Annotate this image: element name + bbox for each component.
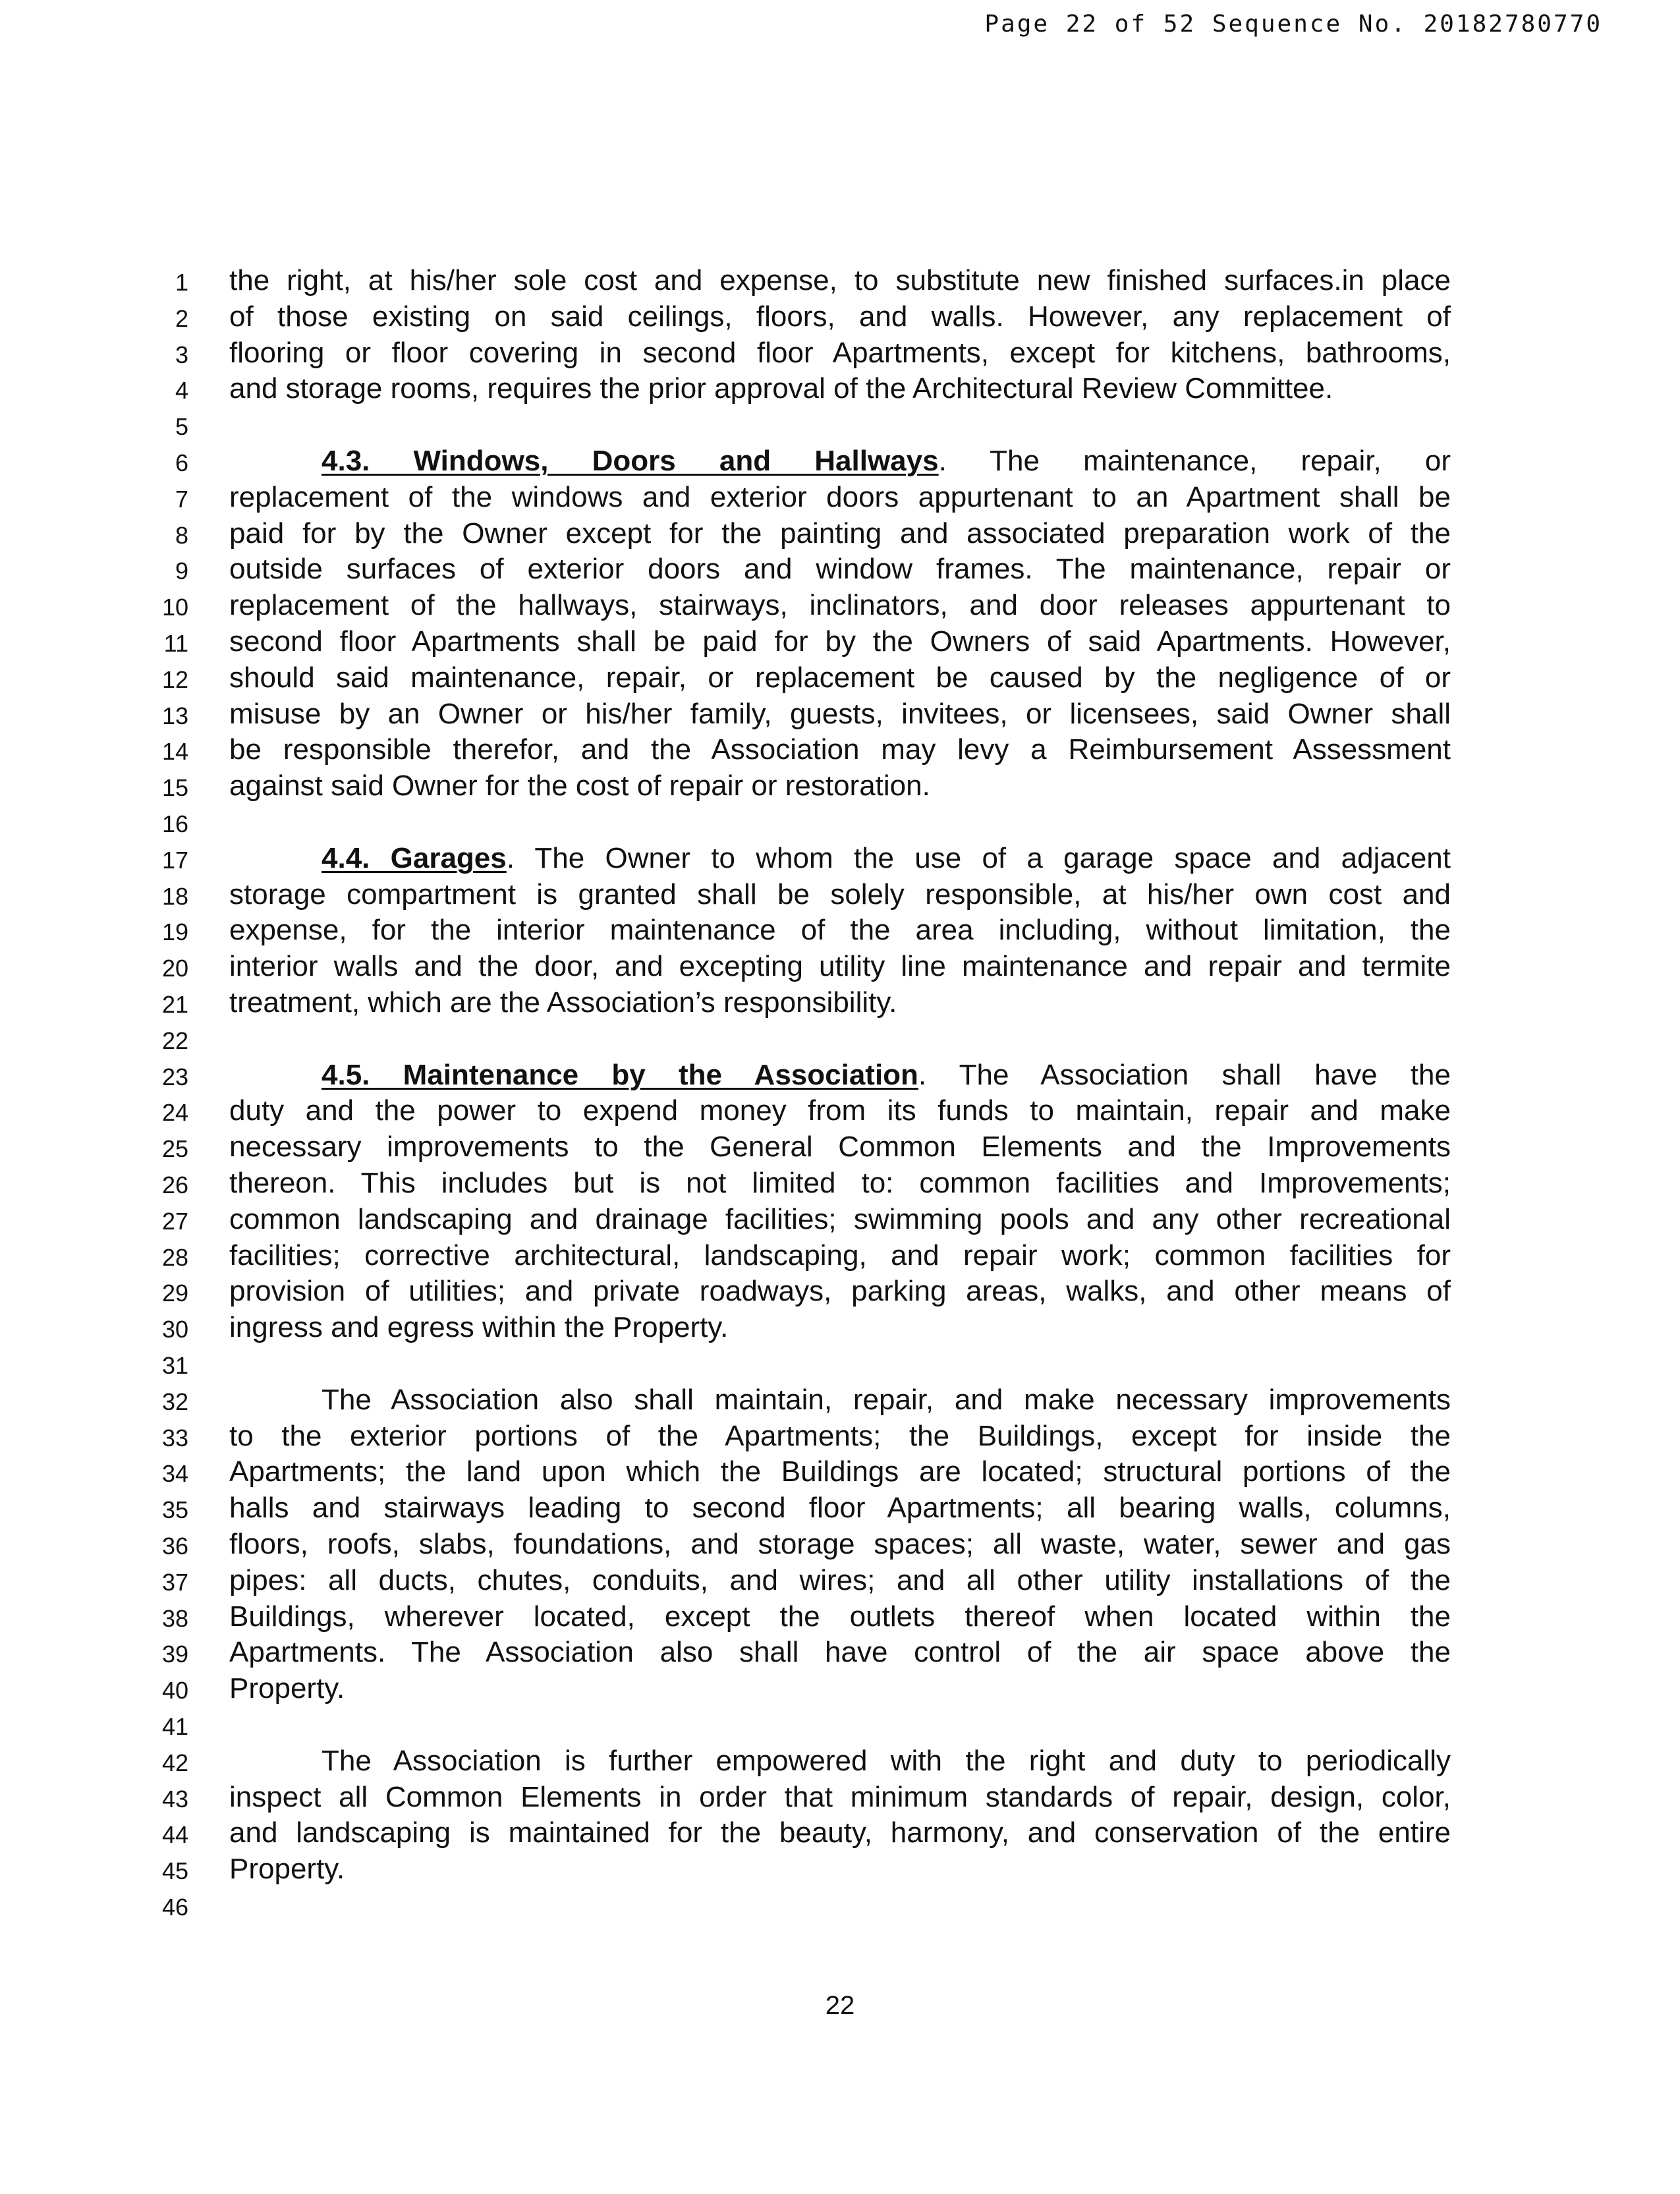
document-line [0, 1634, 1680, 1671]
section-heading-line [229, 1057, 1451, 1094]
line-text: outside surfaces of exterior doors and window frames. The maintenance, repair or [229, 553, 1451, 586]
line-text: interior walls and the door, and excepting utility line maintenance and repair and termite [229, 950, 1451, 983]
line-text: expense, for the interior maintenance of the area including, without limitation, the [229, 914, 1451, 947]
section-heading: 4.5. Maintenance by the Association [322, 1058, 918, 1091]
line-text: Property. [229, 1672, 345, 1705]
line-text: flooring or floor covering in second floor Apartments, except for kitchens, bathrooms, [229, 336, 1451, 369]
line-number: 8 [175, 521, 188, 549]
line-number: 21 [161, 991, 188, 1018]
line-number: 18 [161, 882, 188, 910]
line-number: 33 [161, 1424, 188, 1451]
line-number: 9 [175, 557, 188, 585]
document-line [0, 1309, 1680, 1346]
line-number: 28 [161, 1243, 188, 1271]
document-line [0, 262, 1680, 299]
line-text: ingress and egress within the Property. [229, 1311, 729, 1344]
line-text: replacement of the hallways, stairways, inclinators, and door releases appurtenant to [229, 589, 1451, 622]
line-number: 44 [161, 1821, 188, 1849]
document-line [0, 1201, 1680, 1238]
document-line [0, 1453, 1680, 1490]
line-text: be responsible therefor, and the Association may levy a Reimbursement Assessment [229, 733, 1451, 766]
line-text: common landscaping and drainage facilities; swimming pools and any other recreational [229, 1202, 1451, 1235]
line-number: 29 [161, 1280, 188, 1307]
line-text: duty and the power to expend money from its funds to maintain, repair and make [229, 1094, 1451, 1127]
document-line [0, 1851, 1680, 1888]
line-number: 31 [161, 1352, 188, 1379]
line-number: 17 [161, 846, 188, 874]
line-text: thereon. This includes but is not limited to: common facilities and Improvements; [229, 1167, 1451, 1199]
line-text: Buildings, wherever located, except the outlets thereof when located within the [229, 1600, 1451, 1633]
document-line [0, 1418, 1680, 1455]
document-line [0, 1237, 1680, 1274]
line-text: to the exterior portions of the Apartments; the Buildings, except for inside the [229, 1419, 1451, 1452]
line-text: pipes: all ducts, chutes, conduits, and wires; and all other utility installations of the [229, 1563, 1451, 1596]
document-line [0, 768, 1680, 804]
document-line [0, 1129, 1680, 1166]
document-line [0, 1562, 1680, 1599]
line-number: 22 [161, 1027, 188, 1054]
line-number: 38 [161, 1604, 188, 1632]
document-line [0, 1887, 1680, 1924]
document-line [0, 1706, 1680, 1743]
line-number: 4 [175, 377, 188, 405]
line-text: The Association is further empowered with the right and duty to periodically [322, 1744, 1451, 1777]
line-number: 46 [161, 1894, 188, 1921]
line-number: 41 [161, 1713, 188, 1740]
line-number: 2 [175, 304, 188, 332]
document-line [0, 407, 1680, 443]
document-line [0, 912, 1680, 949]
line-number: 1 [175, 269, 188, 296]
document-line [0, 298, 1680, 335]
document-line [0, 1598, 1680, 1635]
line-text: facilities; corrective architectural, landscaping, and repair work; common facilities for [229, 1239, 1451, 1272]
document-line [0, 948, 1680, 985]
document-line [0, 1382, 1680, 1419]
line-text: misuse by an Owner or his/her family, guests, invitees, or licensees, said Owner shall [229, 697, 1451, 730]
section-heading-line [229, 443, 1451, 480]
line-text: storage compartment is granted shall be solely responsible, at his/her own cost and [229, 878, 1451, 911]
document-line [0, 551, 1680, 588]
document-line [0, 443, 1680, 480]
line-number: 20 [161, 955, 188, 982]
line-text: inspect all Common Elements in order that minimum standards of repair, design, color, [229, 1780, 1451, 1813]
line-text: and storage rooms, requires the prior approval of the Architectural Review Committee. [229, 372, 1333, 405]
document-line [0, 876, 1680, 913]
document-line [0, 335, 1680, 372]
document-line [0, 1345, 1680, 1382]
line-text: treatment, which are the Association’s responsibility. [229, 986, 897, 1019]
document-line [0, 1779, 1680, 1816]
document-line [0, 1670, 1680, 1707]
line-number: 13 [161, 702, 188, 729]
document-line [0, 1021, 1680, 1057]
line-number: 34 [161, 1460, 188, 1488]
line-number: 12 [161, 665, 188, 693]
document-line [0, 370, 1680, 407]
page-sequence-header: Page 22 of 52 Sequence No. 20182780770 [984, 11, 1602, 38]
line-text: floors, roofs, slabs, foundations, and storage spaces; all waste, water, sewer and gas [229, 1528, 1451, 1560]
line-number: 11 [163, 630, 188, 657]
document-line [0, 731, 1680, 768]
document-line [0, 1526, 1680, 1563]
line-text: of those existing on said ceilings, floors, and walls. However, any replacement of [229, 300, 1451, 333]
document-line [0, 515, 1680, 552]
line-text: and landscaping is maintained for the beauty, harmony, and conservation of the entire [229, 1816, 1451, 1849]
document-line [0, 1057, 1680, 1094]
line-text: replacement of the windows and exterior doors appurtenant to an Apartment shall be [229, 480, 1451, 513]
line-number: 19 [161, 918, 188, 946]
line-number: 37 [161, 1568, 188, 1596]
document-line [0, 623, 1680, 660]
line-number: 25 [161, 1135, 188, 1163]
document-line [0, 479, 1680, 516]
document-line [0, 1092, 1680, 1129]
section-text: . The Association shall have the [918, 1058, 1451, 1091]
line-text: necessary improvements to the General Common Elements and the Improvements [229, 1131, 1451, 1164]
section-heading: 4.3. Windows, Doors and Hallways [322, 445, 939, 477]
line-number: 32 [161, 1388, 188, 1415]
document-line [0, 1814, 1680, 1851]
line-text: against said Owner for the cost of repair or restoration. [229, 770, 930, 802]
section-text: . The Owner to whom the use of a garage space and adjacent [506, 841, 1451, 874]
line-text: provision of utilities; and private roadways, parking areas, walks, and other means of [229, 1275, 1451, 1308]
line-number: 27 [161, 1207, 188, 1235]
line-number: 16 [161, 810, 188, 837]
line-number: 3 [175, 341, 188, 368]
line-number: 39 [161, 1641, 188, 1668]
document-line [0, 587, 1680, 624]
line-text: Property. [229, 1853, 345, 1886]
line-text: halls and stairways leading to second floor Apartments; all bearing walls, columns, [229, 1492, 1451, 1525]
section-text: . The maintenance, repair, or [938, 445, 1451, 477]
page-number: 22 [825, 1991, 855, 2020]
line-text: Apartments; the land upon which the Buildings are located; structural portions of the [229, 1455, 1451, 1488]
line-text: paid for by the Owner except for the painting and associated preparation work of the [229, 517, 1451, 549]
document-line [0, 804, 1680, 841]
line-number: 6 [175, 449, 188, 476]
line-number: 30 [161, 1316, 188, 1343]
section-heading: 4.4. Garages [322, 841, 507, 874]
line-number: 40 [161, 1677, 188, 1704]
document-line [0, 984, 1680, 1021]
line-number: 15 [161, 774, 188, 802]
line-number: 35 [161, 1496, 188, 1524]
line-text: should said maintenance, repair, or replacement be caused by the negligence of or [229, 661, 1451, 694]
line-text: the right, at his/her sole cost and expense, to substitute new finished surfaces.in place [229, 264, 1451, 296]
line-number: 14 [161, 738, 188, 766]
document-line [0, 840, 1680, 877]
line-number: 45 [161, 1857, 188, 1885]
line-number: 23 [161, 1063, 188, 1090]
document-line [0, 660, 1680, 696]
line-number: 7 [175, 485, 188, 513]
line-number: 26 [161, 1171, 188, 1198]
line-number: 42 [161, 1749, 188, 1776]
line-text: second floor Apartments shall be paid for by the Owners of said Apartments. However, [229, 625, 1451, 658]
line-number: 43 [161, 1785, 188, 1813]
document-line [0, 1273, 1680, 1310]
document-line [0, 1490, 1680, 1527]
line-text: Apartments. The Association also shall have control of the air space above the [229, 1636, 1451, 1669]
document-line [0, 1165, 1680, 1202]
document-line [0, 696, 1680, 733]
line-number: 36 [161, 1533, 188, 1560]
line-number: 24 [161, 1099, 188, 1127]
line-number: 5 [175, 413, 188, 441]
line-text: The Association also shall maintain, repair, and make necessary improvements [322, 1383, 1451, 1416]
line-number: 10 [161, 594, 188, 621]
document-line [0, 1743, 1680, 1780]
section-heading-line [229, 840, 1451, 877]
